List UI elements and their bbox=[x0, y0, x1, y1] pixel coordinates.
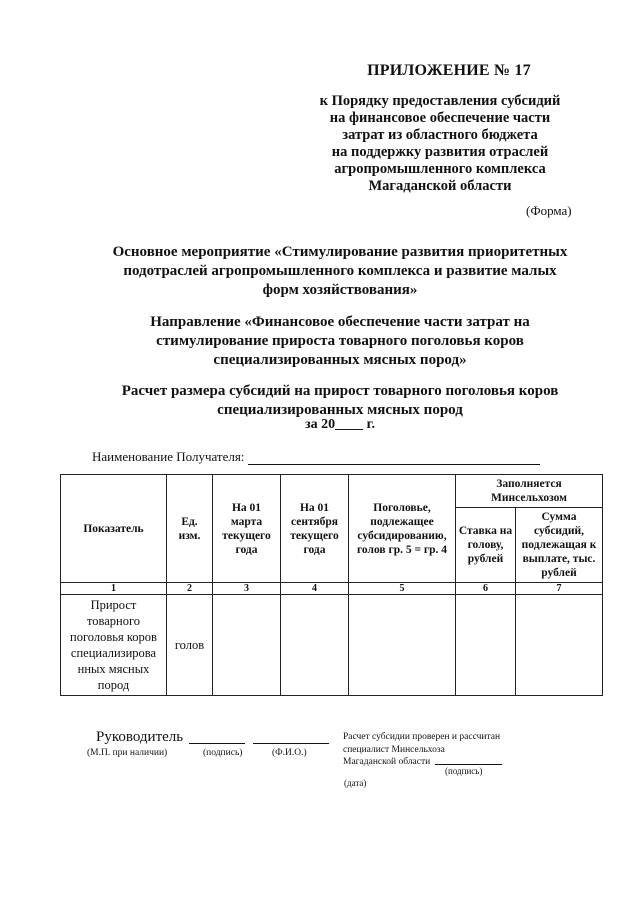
appendix-title: ПРИЛОЖЕНИЕ № 17 bbox=[367, 62, 531, 79]
calculation-line: Расчет размера субсидий на прирост товарного поголовья коров bbox=[121, 383, 559, 399]
header-line: на поддержку развития отраслей bbox=[331, 144, 549, 160]
head-label: Руководитель bbox=[96, 729, 184, 745]
indicator-cell: Прирост товарного поголовья коров специализирова нных мясных пород bbox=[61, 595, 167, 696]
header-indicator: Показатель bbox=[61, 475, 167, 583]
herd-cell[interactable] bbox=[349, 595, 456, 696]
rate-cell[interactable] bbox=[456, 595, 516, 696]
header-rate: Ставка на голову, рублей bbox=[456, 508, 516, 583]
subsidy-table bbox=[60, 474, 603, 696]
appendix-header bbox=[280, 62, 600, 195]
verification-line: специалист Минсельхоза bbox=[343, 744, 445, 755]
unit-cell: голов bbox=[167, 595, 213, 696]
header-amount: Сумма субсидий, подлежащая к выплате, тыс. рублей bbox=[516, 508, 603, 583]
signature-caption: (подпись) bbox=[203, 748, 243, 758]
header-september: На 01 сентября текущего года bbox=[281, 475, 349, 583]
measure-title bbox=[70, 243, 610, 300]
column-number: 6 bbox=[456, 583, 516, 595]
verification-line: Магаданской области bbox=[343, 757, 431, 767]
recipient-label: Наименование Получателя: bbox=[92, 449, 245, 464]
mp-note: (М.П. при наличии) bbox=[87, 748, 168, 758]
column-number: 7 bbox=[516, 583, 603, 595]
head-signature-line[interactable] bbox=[189, 743, 245, 744]
header-unit: Ед. изм. bbox=[167, 475, 213, 583]
september-cell[interactable] bbox=[281, 595, 349, 696]
direction-line: Направление «Финансовое обеспечение части затрат на bbox=[150, 314, 530, 330]
direction-line: стимулирование прироста товарного поголовья коров bbox=[156, 333, 524, 349]
measure-line: подотраслей агропромышленного комплекса и развитие малых bbox=[123, 263, 557, 279]
form-label: (Форма) bbox=[526, 203, 572, 218]
verification-block bbox=[343, 731, 500, 769]
column-number: 5 bbox=[349, 583, 456, 595]
column-number: 2 bbox=[167, 583, 213, 595]
header-line: Магаданской области bbox=[368, 178, 512, 194]
header-ministry-group: Заполняется Минсельхозом bbox=[456, 475, 603, 508]
direction-line: специализированных мясных пород» bbox=[213, 352, 467, 368]
direction-title bbox=[70, 313, 610, 370]
table-header-row bbox=[61, 475, 603, 508]
measure-line: Основное мероприятие «Стимулирование развития приоритетных bbox=[112, 244, 568, 260]
header-line: агропромышленного комплекса bbox=[334, 161, 546, 177]
measure-line: форм хозяйствования» bbox=[262, 282, 418, 298]
header-march: На 01 марта текущего года bbox=[213, 475, 281, 583]
calculation-line: специализированных мясных пород bbox=[217, 402, 463, 418]
march-cell[interactable] bbox=[213, 595, 281, 696]
date-caption: (дата) bbox=[344, 778, 367, 788]
table-row bbox=[61, 595, 603, 696]
table-number-row bbox=[61, 583, 603, 595]
name-caption: (Ф.И.О.) bbox=[272, 748, 307, 758]
verification-line: Расчет субсидии проверен и рассчитан bbox=[343, 732, 501, 742]
amount-cell[interactable] bbox=[516, 595, 603, 696]
column-number: 4 bbox=[281, 583, 349, 595]
header-line: на финансовое обеспечение части bbox=[329, 110, 551, 126]
specialist-signature-line[interactable] bbox=[435, 764, 502, 765]
year-line: за 20____ г. bbox=[305, 417, 375, 432]
recipient-name-field[interactable] bbox=[248, 452, 540, 465]
header-herd: Поголовье, подлежащее субсидированию, голов гр. 5 = гр. 4 bbox=[349, 475, 456, 583]
recipient-row bbox=[92, 449, 540, 465]
column-number: 3 bbox=[213, 583, 281, 595]
header-line: затрат из областного бюджета bbox=[342, 127, 538, 143]
calculation-title bbox=[70, 382, 610, 420]
header-line: к Порядку предоставления субсидий bbox=[319, 93, 561, 109]
head-name-line[interactable] bbox=[253, 743, 329, 744]
specialist-signature-caption: (подпись) bbox=[445, 766, 483, 776]
column-number: 1 bbox=[61, 583, 167, 595]
